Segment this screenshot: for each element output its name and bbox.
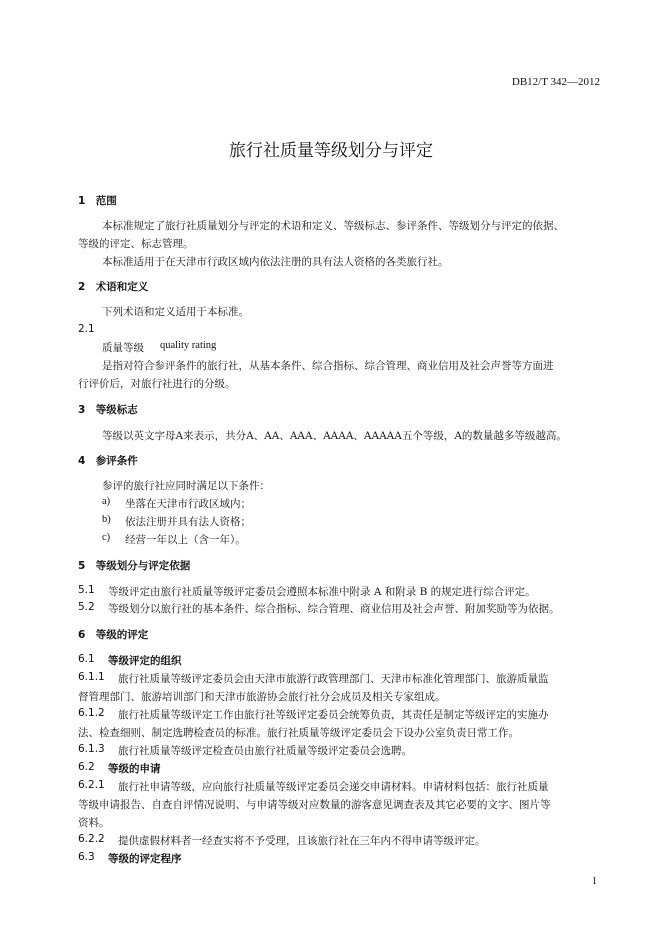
section-2-intro: 下列术语和定义适用于本标准。 bbox=[102, 306, 249, 318]
section-1-paragraph-1-line-2: 等级的评定、标志管理。 bbox=[78, 238, 194, 250]
clause-2-1-number: 2.1 bbox=[78, 323, 95, 335]
section-1-paragraph-1-line-1: 本标准规定了旅行社质量划分与评定的术语和定义、等级标志、参评条件、等级划分与评定的依据、 bbox=[102, 220, 564, 232]
clause-6-2-1-number: 6.2.1 bbox=[78, 779, 105, 791]
clause-6-1-2-line-2: 法、检查细则、制定选聘检查员的标准。旅行社质量等级评定委员会下设办公室负责日常工作。 bbox=[78, 727, 519, 739]
clause-6-3-number: 6.3 bbox=[78, 851, 95, 863]
list-item-text: 坐落在天津市行政区域内； bbox=[125, 498, 251, 510]
section-3-heading: 3 等级标志 bbox=[78, 404, 138, 416]
clause-6-2-2-text: 提供虚假材料者一经查实将不予受理，且该旅行社在三年内不得申请等级评定。 bbox=[118, 835, 486, 847]
clause-6-2-1-line-3: 资料。 bbox=[78, 817, 110, 829]
clause-6-1-title: 等级评定的组织 bbox=[108, 655, 182, 667]
list-item-text: 经营一年以上（含一年）。 bbox=[125, 534, 246, 546]
term-english: quality rating bbox=[160, 340, 217, 351]
clause-5-2-text: 等级划分以旅行社的基本条件、综合指标、综合管理、商业信用及社会声誉、附加奖励等为依据。 bbox=[108, 603, 560, 615]
list-item-label: a) bbox=[102, 496, 111, 507]
clause-6-2-1-line-1: 旅行社申请等级，应向旅行社质量等级评定委员会递交申请材料。申请材料包括：旅行社质量 bbox=[118, 781, 549, 793]
standard-number: DB12/T 342—2012 bbox=[511, 76, 600, 88]
document-title: 旅行社质量等级划分与评定 bbox=[229, 141, 433, 161]
section-3-paragraph: 等级以英文字母A来表示，共分A、AA、AAA、AAAA、AAAAA五个等级，A的数量越多等级越高。 bbox=[102, 430, 567, 442]
clause-6-2-2-number: 6.2.2 bbox=[78, 833, 105, 845]
list-item-label: b) bbox=[102, 514, 111, 525]
clause-6-2-1-line-2: 等级申请报告、自查自评情况说明、与申请等级对应数量的游客意见调查表及其它必要的文字、图片等 bbox=[78, 799, 551, 811]
page-number: 1 bbox=[592, 876, 597, 887]
clause-6-1-1-line-1: 旅行社质量等级评定委员会由天津市旅游行政管理部门、天津市标准化管理部门、旅游质量监 bbox=[118, 673, 549, 685]
clause-6-1-3-number: 6.1.3 bbox=[78, 743, 105, 755]
clause-6-1-2-number: 6.1.2 bbox=[78, 707, 105, 719]
clause-6-1-2-line-1: 旅行社质量等级评定工作由旅行社等级评定委员会统筹负责，其责任是制定等级评定的实施办 bbox=[118, 709, 549, 721]
clause-6-3-title: 等级的评定程序 bbox=[108, 853, 182, 865]
clause-6-2-number: 6.2 bbox=[78, 761, 95, 773]
section-5-heading: 5 等级划分与评定依据 bbox=[78, 560, 191, 572]
clause-5-1-number: 5.1 bbox=[78, 584, 95, 596]
list-item-text: 依法注册并具有法人资格； bbox=[125, 516, 251, 528]
section-4-heading: 4 参评条件 bbox=[78, 455, 138, 467]
term-definition-line-1: 是指对符合参评条件的旅行社，从基本条件、综合指标、综合管理、商业信用及社会声誉等方面进 bbox=[102, 360, 554, 372]
section-6-heading: 6 等级的评定 bbox=[78, 629, 149, 641]
clause-5-2-number: 5.2 bbox=[78, 601, 95, 613]
list-item-label: c) bbox=[102, 532, 111, 543]
clause-6-2-title: 等级的申请 bbox=[108, 763, 161, 775]
clause-6-1-1-number: 6.1.1 bbox=[78, 671, 105, 683]
clause-5-1-text: 等级评定由旅行社质量等级评定委员会遵照本标准中附录 A 和附录 B 的规定进行综合评定。 bbox=[108, 586, 536, 598]
section-2-heading: 2 术语和定义 bbox=[78, 281, 149, 293]
term-name: 质量等级 bbox=[102, 342, 144, 354]
clause-6-1-1-line-2: 督管理部门、旅游培训部门和天津市旅游协会旅行社分会成员及相关专家组成。 bbox=[78, 691, 446, 703]
clause-6-1-number: 6.1 bbox=[78, 653, 95, 665]
section-1-heading: 1 范围 bbox=[78, 195, 117, 207]
term-definition-line-2: 行评价后，对旅行社进行的分级。 bbox=[78, 378, 236, 390]
section-4-intro: 参评的旅行社应同时满足以下条件： bbox=[102, 480, 270, 492]
section-1-paragraph-2: 本标准适用于在天津市行政区域内依法注册的具有法人资格的各类旅行社。 bbox=[102, 256, 449, 268]
clause-6-1-3-text: 旅行社质量等级评定检查员由旅行社质量等级评定委员会选聘。 bbox=[118, 745, 412, 757]
